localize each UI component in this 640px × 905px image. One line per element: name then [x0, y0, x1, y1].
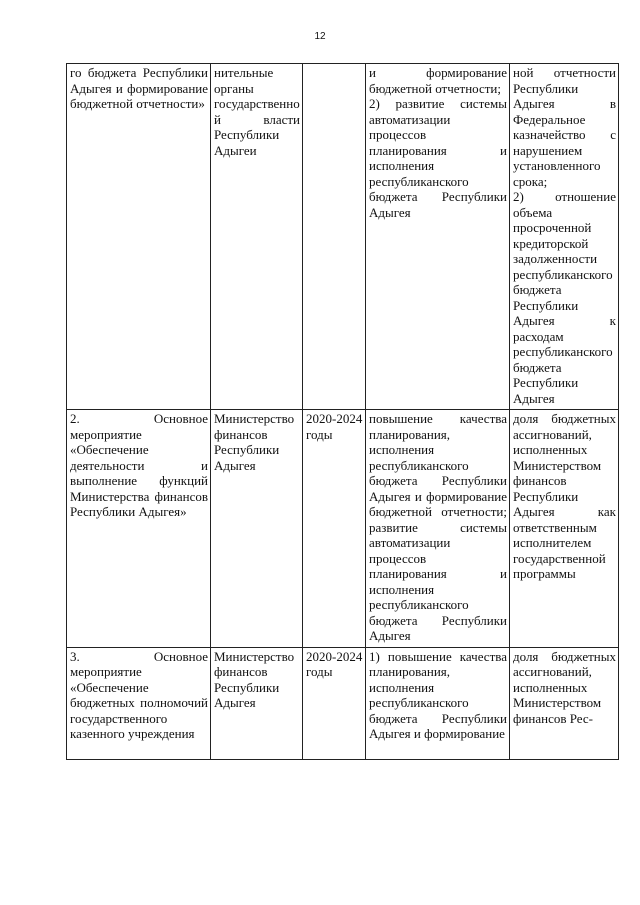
term-cell — [303, 64, 366, 410]
indicator-text: ной отчетности Республики Адыгея в Федеральное казначейство с нарушением установленного срока; 2) отношение объема просроченной кредиторской задолженности республиканского бюджета Республики Адыгея к расходам республиканского бюджета Республики Адыгея — [513, 65, 616, 406]
indicator-text: доля бюджетных ассигнований, исполненных Министерством финансов Республики Адыгея как ответственным исполнителем государственной программы — [513, 411, 616, 581]
table-row — [67, 647, 619, 759]
measure-name-cell — [67, 647, 211, 759]
measure-name-text: 2. Основное мероприятие «Обеспечение деятельности и выполнение функций Министерства финансов Республики Адыгея» — [70, 411, 208, 519]
executor-cell — [211, 647, 303, 759]
indicator-cell — [510, 64, 619, 410]
term-text: 2020-2024 годы — [306, 648, 363, 679]
indicator-text: доля бюджетных ассигнований, исполненных Министерством финансов Рес- — [513, 648, 616, 726]
expected-result-text: повышение качества планирования, исполнения республиканского бюджета Республики Адыгея и формирование бюджетной отчетности; развитие системы автоматизации процессов планирования и исполнения республиканского бюджета Республики Адыгея — [369, 411, 507, 643]
expected-result-cell — [366, 410, 510, 648]
executor-text: нительные органы государственной власти Республики Адыгеи — [214, 65, 300, 158]
program-measures-table — [66, 63, 619, 760]
indicator-cell — [510, 647, 619, 759]
executor-cell — [211, 64, 303, 410]
measure-name-cell — [67, 410, 211, 648]
measure-name-text: го бюджета Республики Адыгея и формирование бюджетной отчетности» — [70, 65, 208, 111]
table-row — [67, 410, 619, 648]
executor-cell — [211, 410, 303, 648]
page-number: 12 — [314, 31, 326, 42]
executor-text: Министерство финансов Республики Адыгея — [214, 411, 295, 473]
expected-result-text: и формирование бюджетной отчетности; 2) развитие системы автоматизации процессов планирования и исполнения республиканского бюджета Республики Адыгея — [369, 65, 507, 220]
table-row — [67, 64, 619, 410]
indicator-cell — [510, 410, 619, 648]
executor-text: Министерство финансов Республики Адыгея — [214, 648, 295, 710]
measure-name-text: 3. Основное мероприятие «Обеспечение бюджетных полномочий государственного казенного учреждения — [70, 648, 208, 741]
expected-result-cell — [366, 64, 510, 410]
term-cell — [303, 647, 366, 759]
expected-result-text: 1) повышение качества планирования, исполнения республиканского бюджета Республики Адыгея и формирование — [369, 648, 507, 741]
term-text: 2020-2024 годы — [306, 411, 363, 442]
measure-name-cell — [67, 64, 211, 410]
term-cell — [303, 410, 366, 648]
expected-result-cell — [366, 647, 510, 759]
